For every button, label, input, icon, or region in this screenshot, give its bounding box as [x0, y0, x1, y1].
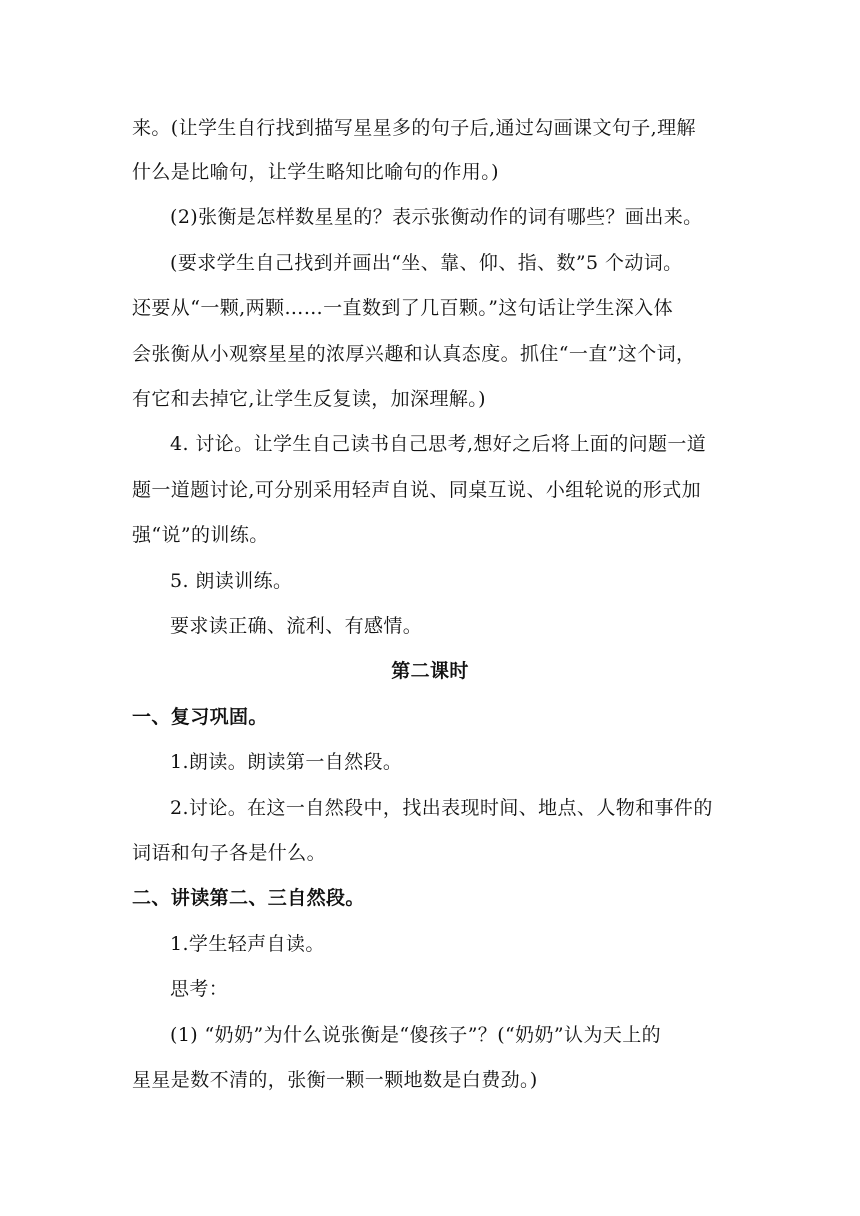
text-line: 2.讨论。在这一自然段中，找出表现时间、地点、人物和事件的 [170, 797, 713, 819]
section-heading: 二、讲读第二、三自然段。 [132, 887, 365, 909]
text-line: (1) “奶奶”为什么说张衡是“傻孩子”？(“奶奶”认为天上的 [170, 1024, 662, 1046]
text-line: 还要从“一颗,两颗……一直数到了几百颗。”这句话让学生深入体 [132, 297, 673, 319]
text-line: 1.学生轻声自读。 [170, 933, 325, 955]
text-line: 什么是比喻句，让学生略知比喻句的作用。) [132, 161, 499, 183]
text-line: (要求学生自己找到并画出“坐、靠、仰、指、数”5 个动词。 [170, 252, 683, 274]
text-line: 1.朗读。朗读第一自然段。 [170, 751, 403, 773]
section-heading: 一、复习巩固。 [132, 706, 268, 728]
text-line: 强“说”的训练。 [132, 524, 269, 546]
text-line: 有它和去掉它,让学生反复读，加深理解。) [132, 388, 486, 410]
text-line: 星星是数不清的，张衡一颗一颗地数是白费劲。) [132, 1069, 538, 1091]
text-line: (2)张衡是怎样数星星的？表示张衡动作的词有哪些？画出来。 [170, 206, 703, 228]
text-line: 词语和句子各是什么。 [132, 842, 327, 864]
text-line: 要求读正确、流利、有感情。 [170, 615, 423, 637]
text-line: 4. 讨论。让学生自己读书自己思考,想好之后将上面的问题一道 [170, 433, 707, 455]
text-line: 思考： [170, 978, 229, 1000]
text-line: 题一道题讨论,可分别采用轻声自说、同桌互说、小组轮说的形式加 [132, 479, 702, 501]
text-line: 来。(让学生自行找到描写星星多的句子后,通过勾画课文句子,理解 [132, 117, 696, 139]
text-line: 会张衡从小观察星星的浓厚兴趣和认真态度。抓住“一直”这个词， [132, 343, 696, 365]
text-line: 5. 朗读训练。 [170, 570, 293, 592]
section-title: 第二课时 [391, 660, 469, 682]
